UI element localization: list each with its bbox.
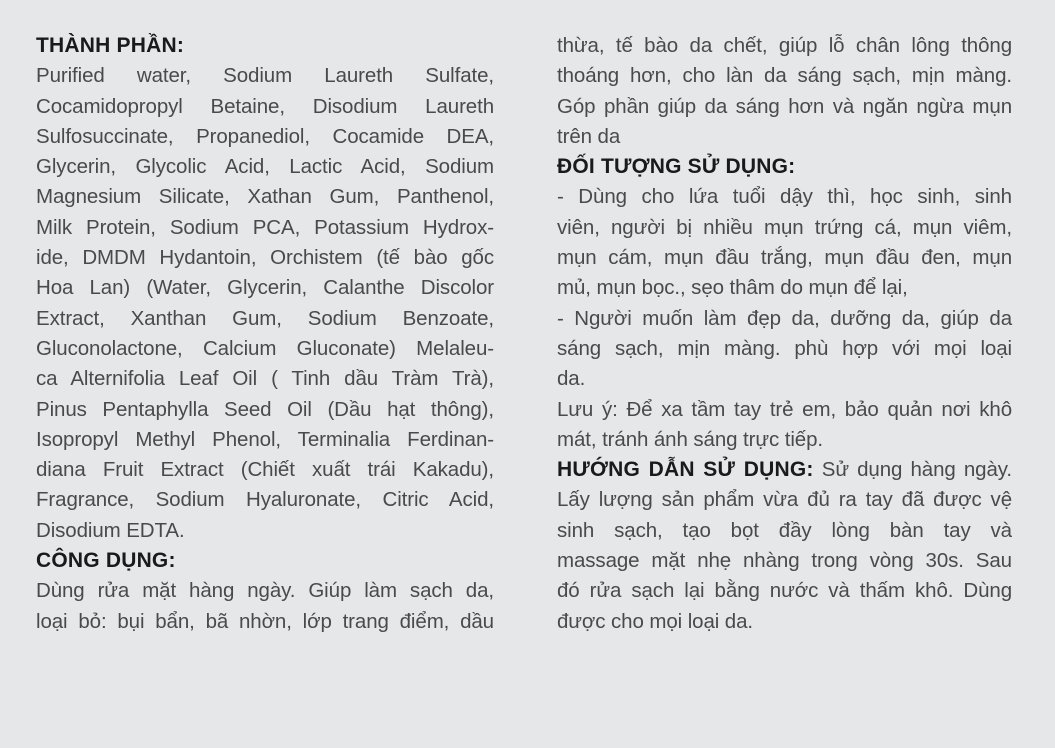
ingredients-line: Gluconolactone, Calcium Gluconate) Melaleu- xyxy=(36,336,494,360)
uses-line: thừa, tế bào da chết, giúp lỗ chân lông thông xyxy=(557,34,1012,57)
instructions-line: được cho mọi loại da. xyxy=(557,609,753,633)
instructions-text xyxy=(557,455,1012,637)
ingredients-line: Glycerin, Glycolic Acid, Lactic Acid, Sodium xyxy=(36,155,494,179)
ingredients-line: Magnesium Silicate, Xathan Gum, Panthenol, xyxy=(36,185,494,209)
instructions-first-line-text: Sử dụng hàng ngày. xyxy=(821,458,1012,482)
instructions-first-line xyxy=(557,455,1012,485)
ingredients-line: Cocamidopropyl Betaine, Disodium Laureth xyxy=(36,94,494,118)
ingredients-line: ide, DMDM Hydantoin, Orchistem (tế bào gốc xyxy=(36,246,494,270)
right-column xyxy=(557,31,1012,637)
uses-line: trên da xyxy=(557,124,621,148)
ingredients-line: Disodium EDTA. xyxy=(36,518,185,542)
uses-line: Dùng rửa mặt hàng ngày. Giúp làm sạch da, xyxy=(36,579,494,603)
ingredients-line: ca Alternifolia Leaf Oil ( Tinh dầu Tràm Trà), xyxy=(36,367,494,391)
target-users-text xyxy=(557,182,1012,394)
target-users-line: da. xyxy=(557,367,586,391)
ingredients-text xyxy=(36,61,494,546)
ingredients-line: Extract, Xanthan Gum, Sodium Benzoate, xyxy=(36,306,494,330)
uses-heading: CÔNG DỤNG: xyxy=(36,549,176,573)
note-line: Lưu ý: Để xa tầm tay trẻ em, bảo quản nơi khô xyxy=(557,397,1012,421)
instructions-line: massage mặt nhẹ nhàng trong vòng 30s. Sau xyxy=(557,549,1012,573)
ingredients-line: Hoa Lan) (Water, Glycerin, Calanthe Discolor xyxy=(36,276,494,300)
uses-text xyxy=(36,576,494,637)
ingredients-line: Fragrance, Sodium Hyaluronate, Citric Acid, xyxy=(36,488,494,512)
uses-line: Góp phần giúp da sáng hơn và ngăn ngừa mụn xyxy=(557,94,1012,118)
ingredients-line: Milk Protein, Sodium PCA, Potassium Hydrox- xyxy=(36,215,494,239)
note-text xyxy=(557,395,1012,456)
target-users-line: - Người muốn làm đẹp da, dưỡng da, giúp da xyxy=(557,306,1012,330)
ingredients-heading: THÀNH PHẦN: xyxy=(36,34,185,57)
uses-text-continued xyxy=(557,31,1012,152)
ingredients-line: Sulfosuccinate, Propanediol, Cocamide DEA, xyxy=(36,124,494,148)
ingredients-line: Pinus Pentaphylla Seed Oil (Dầu hạt thông), xyxy=(36,397,494,421)
ingredients-line: Purified water, Sodium Laureth Sulfate, xyxy=(36,64,494,88)
ingredients-line: diana Fruit Extract (Chiết xuất trái Kakadu), xyxy=(36,458,494,482)
instructions-line: đó rửa sạch lại bằng nước và thấm khô. Dùng xyxy=(557,579,1012,603)
uses-line: thoáng hơn, cho làn da sáng sạch, mịn màng. xyxy=(557,64,1012,88)
instructions-heading: HƯỚNG DẪN SỬ DỤNG: xyxy=(557,458,814,482)
target-users-line: - Dùng cho lứa tuổi dậy thì, học sinh, sinh xyxy=(557,185,1012,209)
ingredients-line: Isopropyl Methyl Phenol, Terminalia Ferdinan- xyxy=(36,427,494,451)
uses-line: loại bỏ: bụi bẩn, bã nhờn, lớp trang điểm, dầu xyxy=(36,609,494,633)
left-column xyxy=(36,31,494,637)
instructions-line: Lấy lượng sản phẩm vừa đủ ra tay đã được vệ xyxy=(557,488,1012,512)
target-users-line: sáng sạch, mịn màng. phù hợp với mọi loại xyxy=(557,336,1012,360)
note-line: mát, tránh ánh sáng trực tiếp. xyxy=(557,427,823,451)
target-users-line: mụn cám, mụn đầu trắng, mụn đầu đen, mụn xyxy=(557,246,1012,270)
target-users-line: viên, người bị nhiều mụn trứng cá, mụn viêm, xyxy=(557,215,1012,239)
instructions-line: sinh sạch, tạo bọt đầy lòng bàn tay và xyxy=(557,518,1012,542)
target-users-line: mủ, mụn bọc., sẹo thâm do mụn để lại, xyxy=(557,276,908,300)
target-users-heading: ĐỐI TƯỢNG SỬ DỤNG: xyxy=(557,155,796,179)
